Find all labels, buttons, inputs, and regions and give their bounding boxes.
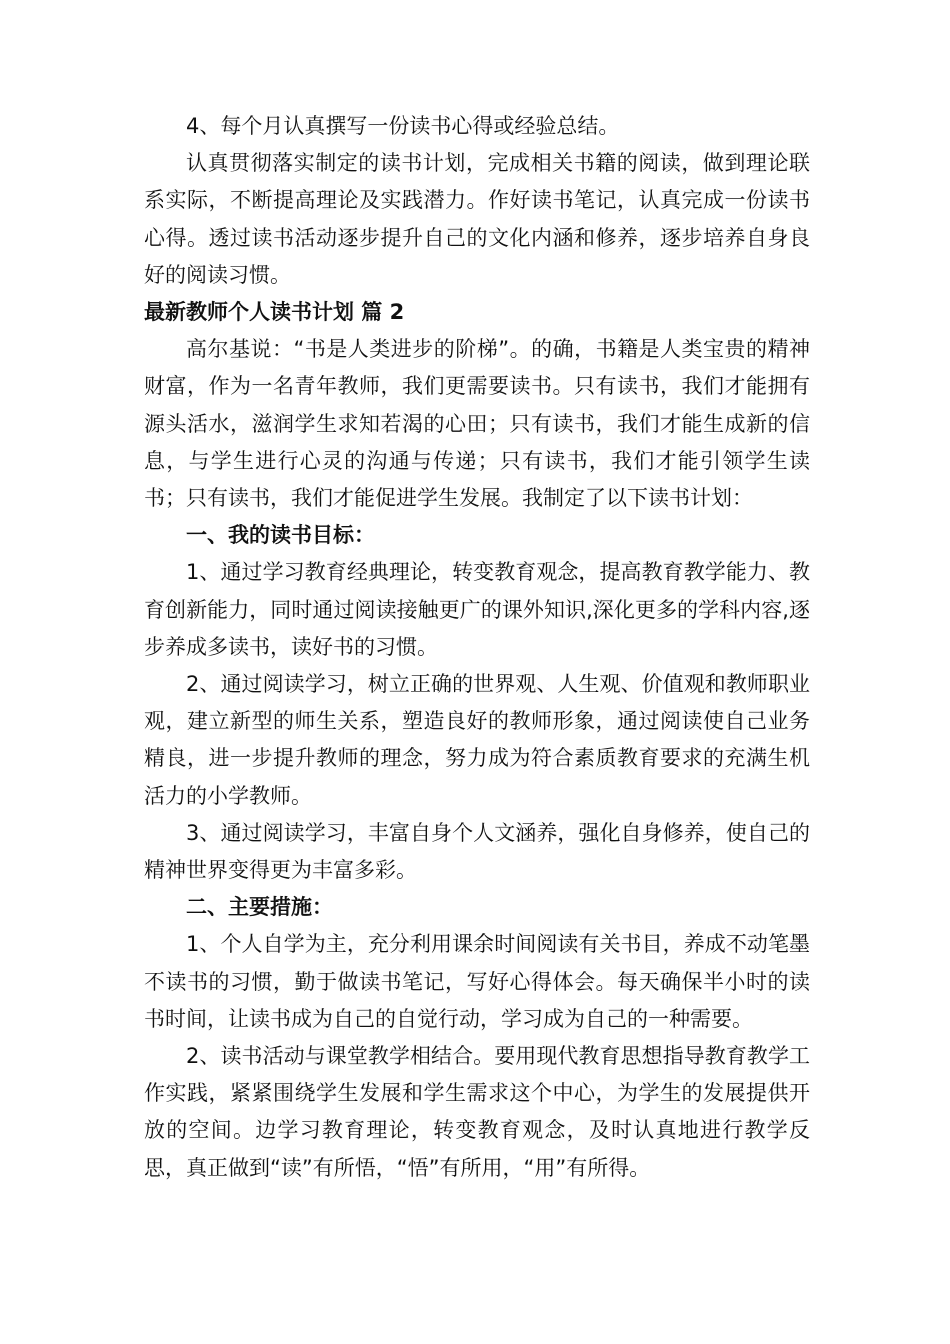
paragraph-goal-2: 2、通过阅读学习，树立正确的世界观、人生观、价值观和教师职业观，建立新型的师生关系，塑造良好的教师形象，通过阅读使自己业务精良，进一步提升教师的理念，努力成为符合素质教育要求的充满生机活力的小学教师。 bbox=[144, 672, 810, 808]
heading-main-measures: 二、主要措施： bbox=[186, 895, 333, 920]
paragraph-implement-plan: 认真贯彻落实制定的读书计划，完成相关书籍的阅读，做到理论联系实际，不断提高理论及实践潜力。作好读书笔记，认真完成一份读书心得。透过读书活动逐步提升自己的文化内涵和修养，逐步培养自身良好的阅读习惯。 bbox=[144, 151, 810, 287]
heading-reading-goals: 一、我的读书目标： bbox=[186, 523, 375, 548]
document-body bbox=[144, 108, 810, 1187]
paragraph-measure-1: 1、个人自学为主，充分利用课余时间阅读有关书目，养成不动笔墨不读书的习惯，勤于做读书笔记，写好心得体会。每天确保半小时的读书时间，让读书成为自己的自觉行动，学习成为自己的一种需要。 bbox=[144, 932, 810, 1031]
paragraph-reading-summary: 4、每个月认真撰写一份读书心得或经验总结。 bbox=[186, 114, 620, 138]
paragraph-goal-3: 3、通过阅读学习，丰富自身个人文涵养，强化自身修养，使自己的精神世界变得更为丰富多彩。 bbox=[144, 820, 810, 883]
paragraph-measure-2: 2、读书活动与课堂教学相结合。要用现代教育思想指导教育教学工作实践，紧紧围绕学生发展和学生需求这个中心，为学生的发展提供开放的空间。边学习教育理论，转变教育观念，及时认真地进行教学反思，真正做到“读”有所悟，“悟”有所用，“用”有所得。 bbox=[144, 1044, 810, 1180]
paragraph-goal-1: 1、通过学习教育经典理论，转变教育观念，提高教育教学能力、教育创新能力，同时通过阅读接触更广的课外知识,深化更多的学科内容,逐步养成多读书，读好书的习惯。 bbox=[144, 560, 810, 659]
section-title: 最新教师个人读书计划 篇 2 bbox=[144, 300, 405, 325]
paragraph-gorky-quote: 高尔基说：“书是人类进步的阶梯”。的确，书籍是人类宝贵的精神财富，作为一名青年教师，我们更需要读书。只有读书，我们才能拥有源头活水，滋润学生求知若渴的心田；只有读书，我们才能生成新的信息，与学生进行心灵的沟通与传递；只有读书，我们才能引领学生读书；只有读书，我们才能促进学生发展。我制定了以下读书计划： bbox=[144, 337, 810, 511]
